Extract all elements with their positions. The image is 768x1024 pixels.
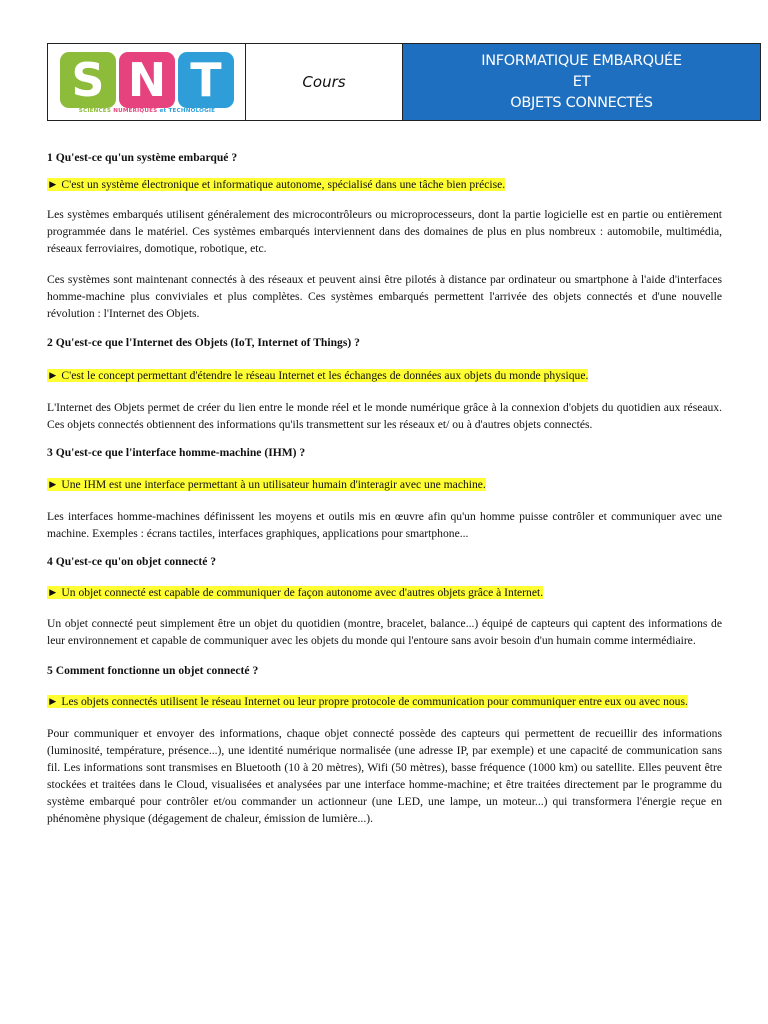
snt-logo xyxy=(59,52,235,115)
title-line-2: ET xyxy=(572,73,591,90)
section-5-highlight: ► Les objets connectés utilisent le réseau Internet ou leur propre protocole de communication pour communiquer entre eux ou avec nous. xyxy=(47,695,688,708)
section-1-highlight: ► C'est un système électronique et informatique autonome, spécialisé dans une tâche bien précise. xyxy=(47,178,506,191)
section-3-highlight: ► Une IHM est une interface permettant à un utilisateur humain d'interagir avec une machine. xyxy=(47,478,486,491)
logo-cell xyxy=(48,44,246,120)
section-2-paragraph-1: L'Internet des Objets permet de créer du lien entre le monde réel et le monde numérique grâce à la connexion d'objets du quotidien aux réseaux. Ces objets connectés obtiennent des informations qu'ils transmettent sur les réseaux et/ ou à d'autres objets connectés. xyxy=(47,401,722,431)
section-4-question: 4 Qu'est-ce qu'on objet connecté ? xyxy=(47,555,217,568)
section-2-question: 2 Qu'est-ce que l'Internet des Objets (IoT, Internet of Things) ? xyxy=(47,336,360,349)
title-line-3: OBJETS CONNECTÉS xyxy=(510,94,653,111)
document-body xyxy=(47,150,722,827)
header-table xyxy=(47,43,761,121)
page-title xyxy=(403,44,760,120)
section-3-paragraph-1: Les interfaces homme-machines définissent les moyens et outils mis en œuvre afin qu'un homme puisse contrôler et communiquer avec une machine. Exemples : écrans tactiles, interfaces graphiques, applications pour smartphone... xyxy=(47,510,722,540)
logo-letter-n: N xyxy=(119,52,175,108)
section-1-paragraph-2: Ces systèmes sont maintenant connectés à des réseaux et peuvent ainsi être pilotés à distance par ordinateur ou smartphone à l'aide d'interfaces homme-machine plus conviviales et plus complètes. Ces systèmes embarqués permettent l'arrivée des objets connectés et d'une nouvelle révolution : l'Internet des Objets. xyxy=(47,273,722,320)
logo-letter-t: T xyxy=(178,52,234,108)
section-4-highlight: ► Un objet connecté est capable de communiquer de façon autonome avec d'autres objets grâce à Internet. xyxy=(47,586,544,599)
section-1-question: 1 Qu'est-ce qu'un système embarqué ? xyxy=(47,151,238,164)
section-4-paragraph-1: Un objet connecté peut simplement être un objet du quotidien (montre, bracelet, balance...) équipé de capteurs qui captent des informations de leur environnement et capable de communiquer avec les objets du monde qui l'entoure sans avoir besoin d'un humain comme intermédiaire. xyxy=(47,617,722,647)
section-2-highlight: ► C'est le concept permettant d'étendre le réseau Internet et les échanges de données aux objets du monde physique. xyxy=(47,369,589,382)
section-5-question: 5 Comment fonctionne un objet connecté ? xyxy=(47,664,259,677)
title-line-1: INFORMATIQUE EMBARQUÉE xyxy=(481,52,682,69)
section-5-paragraph-1: Pour communiquer et envoyer des informations, chaque objet connecté possède des capteurs qui permettent de recueillir des informations (luminosité, température, présence...), une identité numérique normalisée (une adresse IP, par exemple) et une capacité de communication sans fil. Les informations sont transmises en Bluetooth (10 à 20 mètres), Wifi (50 mètres), basse fréquence (1000 km) ou satellite. Elles peuvent être stockées et traitées dans le Cloud, visualisées et analysées par une interface homme-machine; et être traitées directement par le programme du système embarqué pour contrôler et/ou commander un actionneur (une LED, une lampe, un moteur...) qui transformera l'énergie reçue en phénomène physique (dégagement de chaleur, émission de lumière...). xyxy=(47,727,722,825)
logo-letter-s: S xyxy=(60,52,116,108)
section-1-paragraph-1: Les systèmes embarqués utilisent généralement des microcontrôleurs ou microprocesseurs, dont la partie logicielle est en partie ou entièrement programmée dans le matériel. Ces systèmes embarqués interviennent dans des domaines de plus en plus nombreux : automobile, multimédia, réseaux ferroviaires, domotique, robotique, etc. xyxy=(47,208,722,255)
doc-type-label: Cours xyxy=(246,44,403,120)
section-3-question: 3 Qu'est-ce que l'interface homme-machine (IHM) ? xyxy=(47,446,306,459)
logo-subtitle: SCIENCES NUMÉRIQUES et TECHNOLOGIE xyxy=(78,108,216,114)
